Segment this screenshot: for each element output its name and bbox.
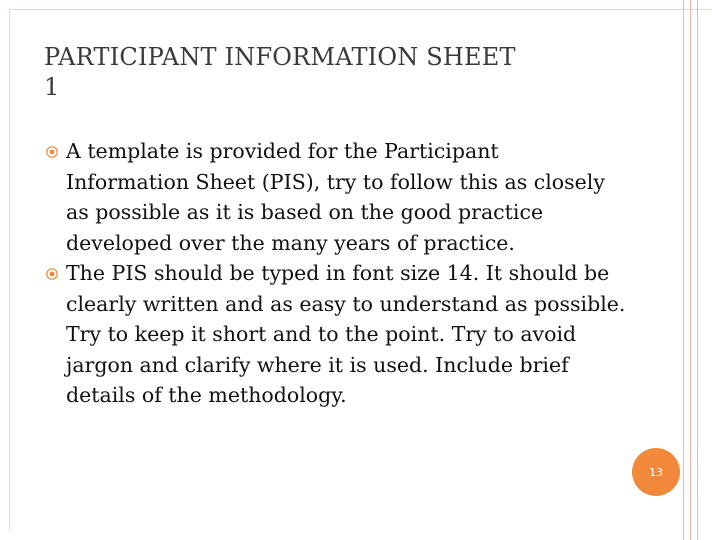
slide-title-line2: 1 xyxy=(44,73,60,101)
circled-sun-icon xyxy=(46,268,58,280)
page-number: 13 xyxy=(649,465,663,479)
page-number-badge xyxy=(632,448,680,496)
right-rail-line xyxy=(690,0,691,540)
bullet-list xyxy=(46,136,626,411)
right-rail-line xyxy=(683,0,684,540)
bullet-text: The PIS should be typed in font size 14. It should be clearly written and as easy to understand as possible. Try to keep it short and to the point. Try to avoid jargon and clarify where it is used. Include brief details of the methodology. xyxy=(66,261,626,407)
list-item xyxy=(46,136,626,258)
right-rail-line xyxy=(697,0,698,540)
slide-title-line1: PARTICIPANT INFORMATION SHEET xyxy=(44,43,516,71)
list-item xyxy=(46,258,626,411)
bullet-text: A template is provided for the Participant Information Sheet (PIS), try to follow this as closely as possible as it is based on the good practice developed over the many years of practice. xyxy=(66,139,605,255)
circled-sun-icon xyxy=(46,146,58,158)
slide-title xyxy=(44,42,516,102)
